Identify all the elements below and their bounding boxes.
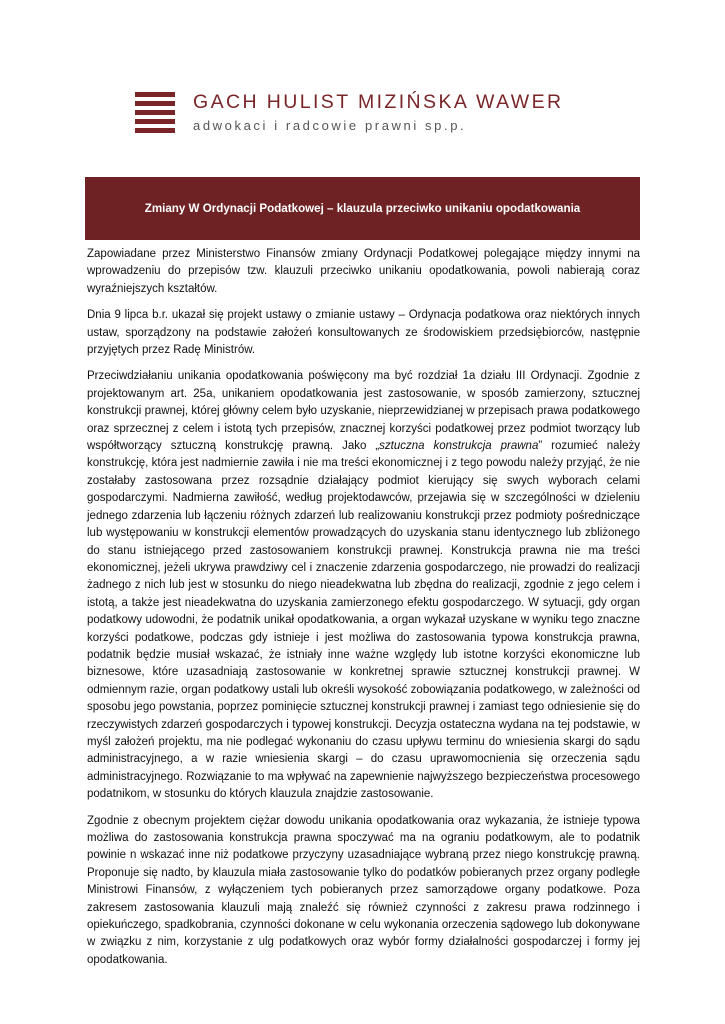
firm-tagline: adwokaci i radcowie prawni sp.p. xyxy=(193,118,467,133)
firm-logo xyxy=(135,89,605,149)
logo-stripes-icon xyxy=(135,92,175,132)
paragraph-project: Dnia 9 lipca b.r. ukazał się projekt ustawy o zmianie ustawy – Ordynacja podatkowa oraz niektórych innych ustaw, sporządzony na podstawie założeń konsultowanych ze środowiskiem przedsiębiorców, następnie przyjętych przez Radę Ministrów. xyxy=(87,309,640,357)
paragraph-burden-of-proof: Zgodnie z obecnym projektem ciężar dowodu unikania opodatkowania oraz wykazania, że istnieje typowa możliwa do zastosowania konstrukcja prawna spoczywać ma na ograniu podatkowym, ale to podatnik powinie n wskazać inne niż podatkowe przyczyny uzasadniające wybraną przez niego konstrukcję prawną. Proponuje się nadto, by klauzula miała zastosowanie tylko do podatków pobieranych przez organy podległe Ministrowi Finansów, z wyłączeniem tych pobieranych przez samorządowe organy podatkowe. Poza zakresem zastosowania klauzuli mają znaleźć się również czynności z zakresu prawa rodzinnego i opiekuńczego, spadkobrania, czynności dokonane w celu wykonania orzeczenia sądowego lub dokonywane w związku z nim, korzystanie z ulg podatkowych oraz wybór formy działalności gospodarczej i formy jej opodatkowania. xyxy=(87,814,640,966)
firm-name: GACH HULIST MIZIŃSKA WAWER xyxy=(193,91,564,113)
paragraph-definition-part-2: ” rozumieć należy konstrukcję, która jest nadmiernie zawiła i nie ma treści ekonomicznej i z tego powodu należy przyjąć, że nie zostałaby zastosowana przez rozsądnie działający podmiot kierujący się swych wyborach celami gospodarczymi. Nadmierna zawiłość, według projektodawców, przejawia się w szczególności w dzieleniu jednego zdarzenia lub łączeniu różnych zdarzeń lub realizowaniu konstrukcji przez podmioty pośredniczące lub występowaniu w konstrukcji elementów prowadzących do uzyskania stanu identycznego lub zbliżonego do stanu istniejącego przed zastosowaniem konstrukcji prawnej. Konstrukcja prawna nie ma treści ekonomicznej, jeżeli ukrywa prawdziwy cel i znaczenie zdarzenia gospodarczego, nie prowadzi do realizacji żadnego z nich lub jest w stosunku do niego nieadekwatna lub zbędna do realizacji, zgodnie z jego celem i istotą, a także jest nieadekwatna do uzyskania zamierzonego efektu gospodarczego. W sytuacji, gdy organ podatkowy udowodni, że podatnik unikał opodatkowania, a organ wykazał uzyskane w wyniku tego znaczne korzyści podatkowe, podczas gdy istnieje i jest możliwa do zastosowania typowa konstrukcja prawna, podatnik będzie musiał wskazać, że istniały inne ważne względy lub istotne korzyści ekonomiczne lub biznesowe, które uzasadniają zastosowanie w konkretnej sprawie sztucznej konstrukcji prawnej. W odmiennym razie, organ podatkowy ustali lub określi wysokość zobowiązania podatkowego, w zależności od sposobu jego powstania, poprzez pominięcie sztucznej konstrukcji prawnej i zamiast tego odniesienie się do rzeczywistych zdarzeń gospodarczych i typowej konstrukcji. Decyzja ostateczna wydana na tej podstawie, w myśl założeń projektu, ma nie podlegać wykonaniu do czasu upływu terminu do wniesienia skargi do sądu administracyjnego, a w razie wniesienia skargi – do czasu uprawomocnienia się orzeczenia sądu administracyjnego. Rozwiązanie to ma wpływać na zapewnienie najwyższego bezpieczeństwa procesowego podatnikom, w stosunku do których klauzula znajdzie zastosowanie. xyxy=(87,440,640,801)
paragraph-definition-part-1: Przeciwdziałaniu unikania opodatkowania poświęcony ma być rozdział 1a działu III Ordynacji. Zgodnie z projektowanym art. 25a, unikaniem opodatkowania jest zastosowanie, w sposób zamierzony, sztucznej konstrukcji prawnej, której główny celem było uzyskanie, nieprzewidzianej w przepisach prawa podatkowego oraz sprzecznej z celem i istotą tych przepisów, znacznej korzyści podatkowej przez podmiot tworzący lub współtworzący sztuczną konstrukcję prawną. Jako „ xyxy=(87,370,640,453)
emphasis-term: sztuczna konstrukcja prawna xyxy=(379,440,539,453)
title-banner xyxy=(85,177,640,240)
document-title: Zmiany W Ordynacji Podatkowej – klauzula przeciwko unikaniu opodatkowania xyxy=(144,202,581,215)
paragraph-intro: Zapowiadane przez Ministerstwo Finansów zmiany Ordynacji Podatkowej polegające między innymi na wprowadzeniu do przepisów tzw. klauzuli przeciwko unikaniu opodatkowania, powoli nabierają coraz wyraźniejszych kształtów. xyxy=(87,248,640,295)
paragraph-definition xyxy=(87,368,640,803)
article-body xyxy=(87,246,640,969)
